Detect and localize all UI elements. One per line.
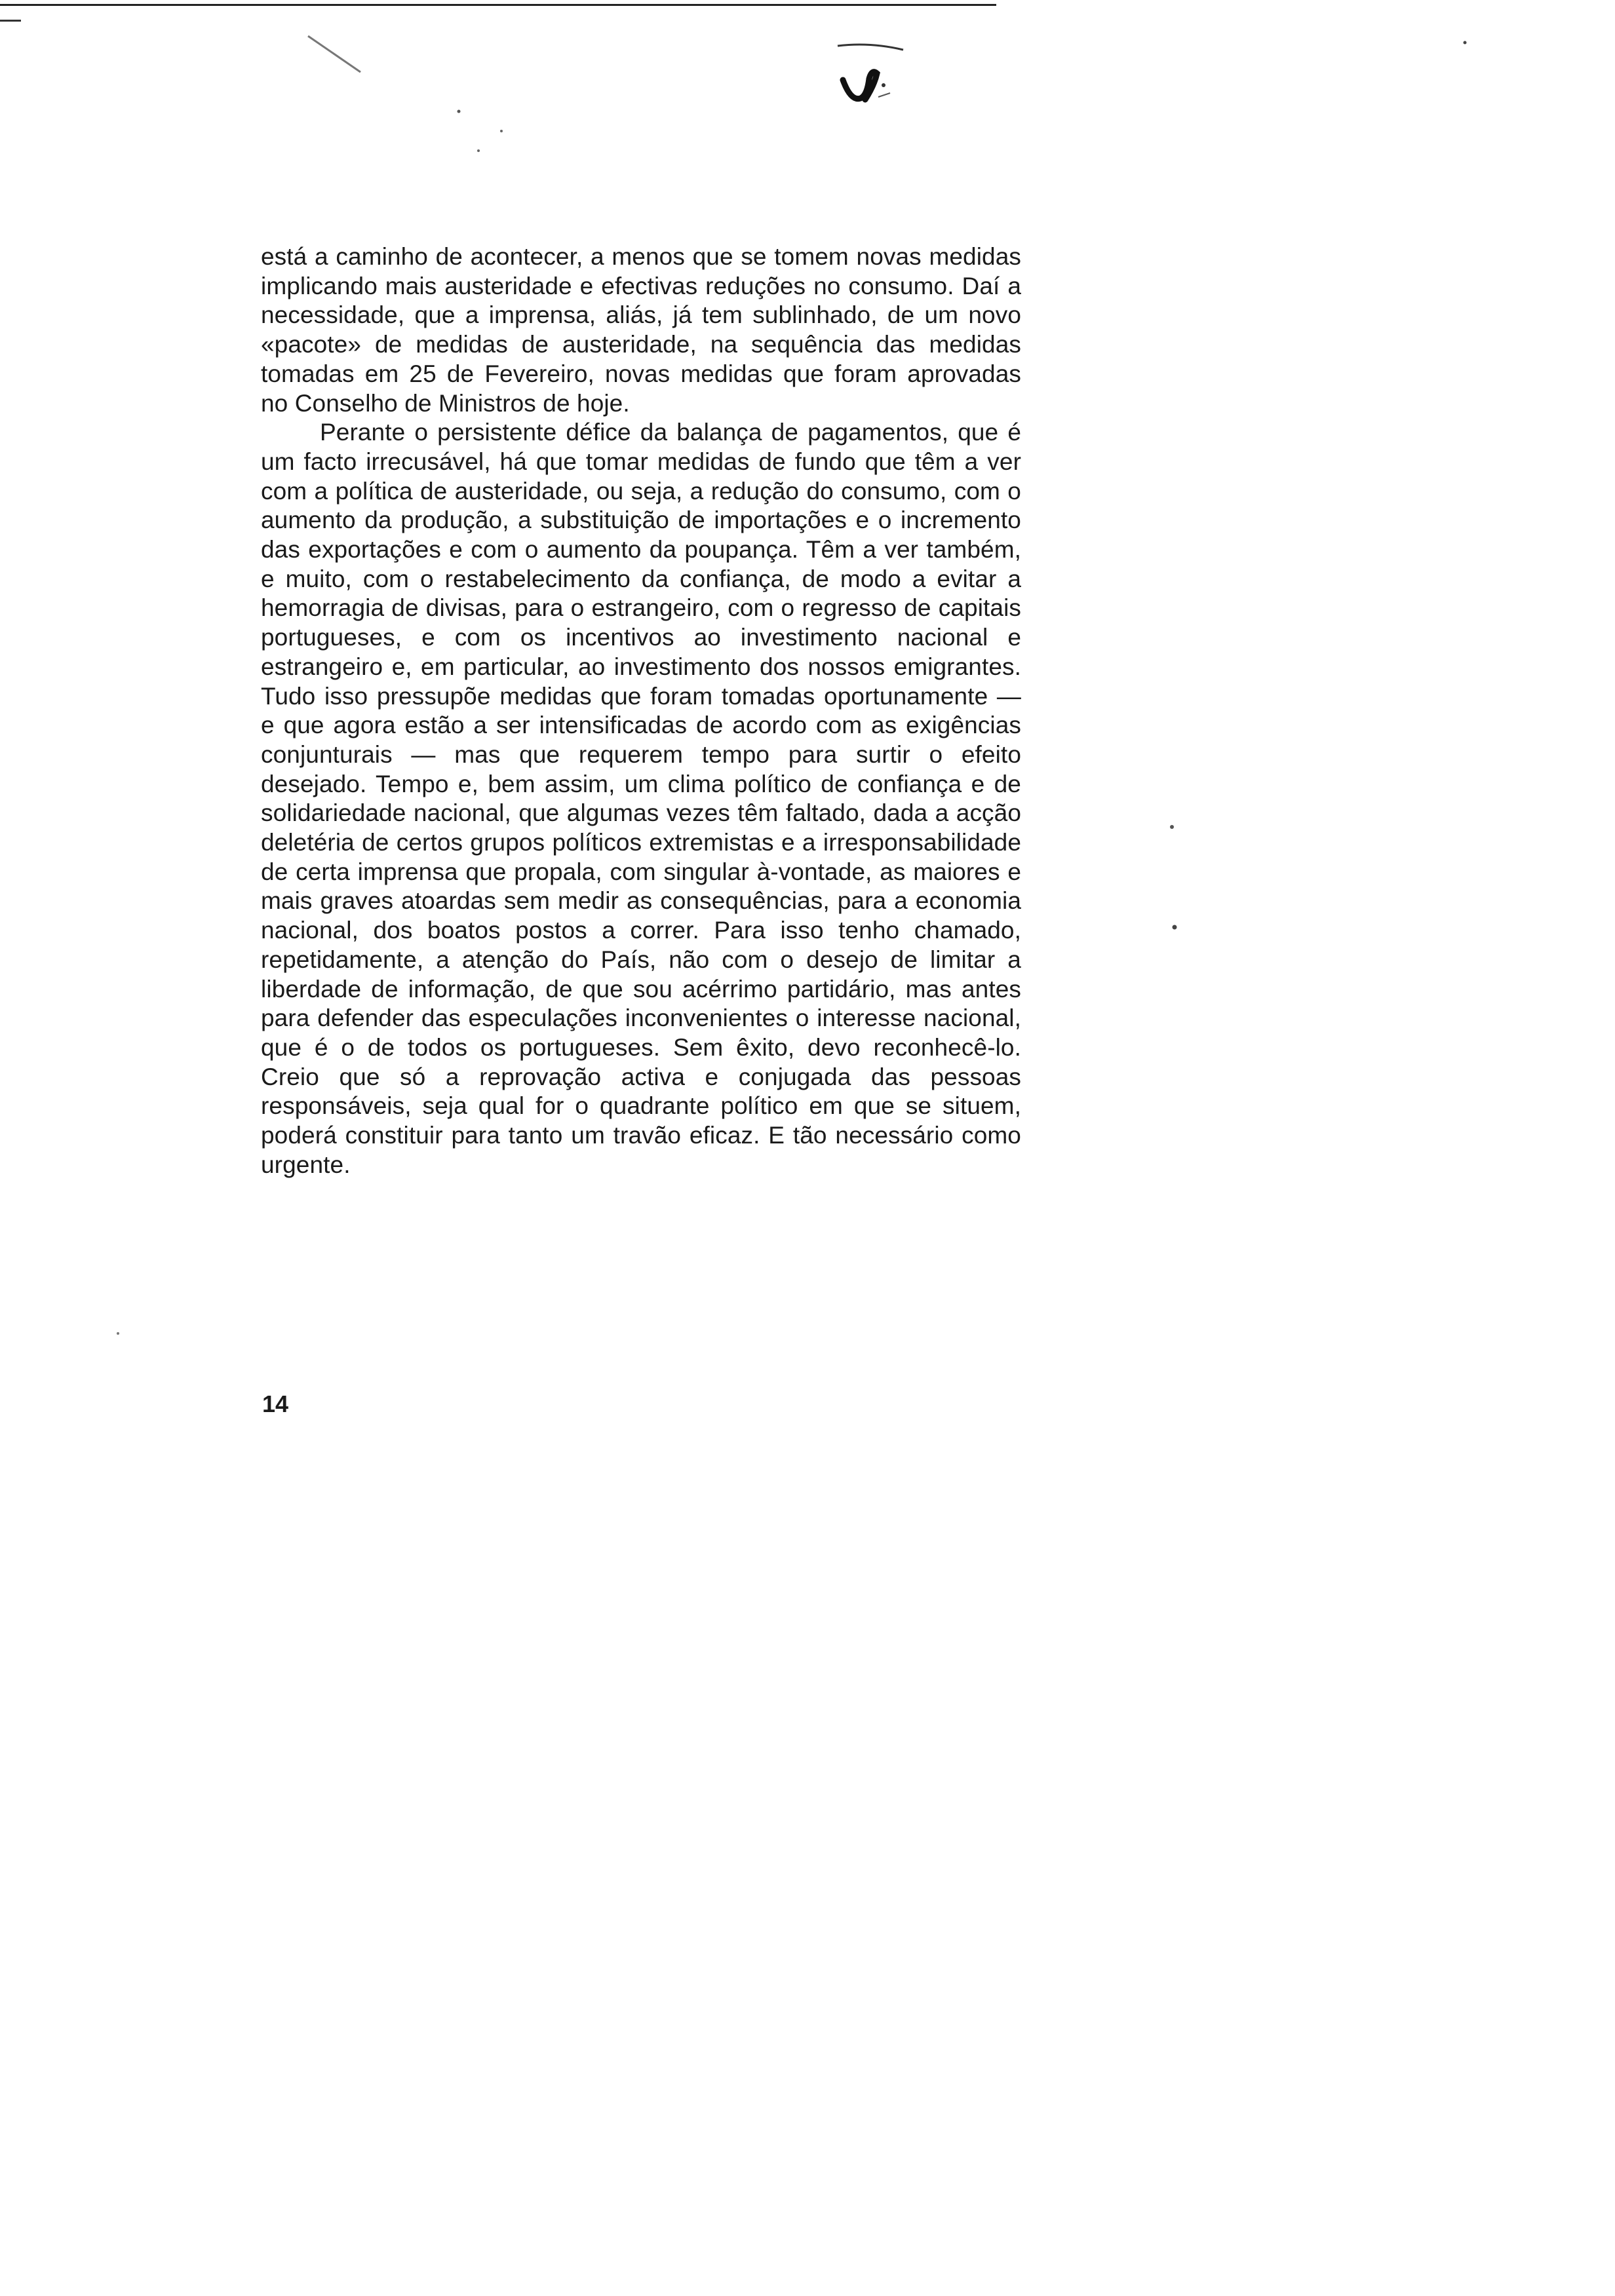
document-body [261, 242, 1021, 1180]
paragraph-2: Perante o persistente défice da balança de pagamentos, que é um facto irrecusável, há que tomar medidas de fundo que têm a ver com a política de austeridade, ou seja, a redução do consumo, com o aumento da produção, a substituição de importações e o incremento das exportações e com o aumento da poupança. Têm a ver também, e muito, com o restabelecimento da confiança, de modo a evitar a hemorragia de divisas, para o estrangeiro, com o regresso de capitais portugueses, e com os incentivos ao investimento nacional e estrangeiro e, em particular, ao investimento dos nossos emigrantes. Tudo isso pressupõe medidas que foram tomadas oportunamente — e que agora estão a ser intensificadas de acordo com as exigências conjunturais — mas que requerem tempo para surtir o efeito desejado. Tempo e, bem assim, um clima político de confiança e de solidariedade nacional, que algumas vezes têm faltado, dada a acção deletéria de certos grupos políticos extremistas e a irresponsabilidade de certa imprensa que propala, com singular à-vontade, as maiores e mais graves atoardas sem medir as consequências, para a economia nacional, dos boatos postos a correr. Para isso tenho chamado, repetidamente, a atenção do País, não com o desejo de limitar a liberdade de informação, de que sou acérrimo partidário, mas antes para defender das especulações inconvenientes o interesse nacional, que é o de todos os portugueses. Sem êxito, devo reconhecê-lo. Creio que só a reprovação activa e conjugada das pessoas responsáveis, seja qual for o quadrante político em que se situem, poderá constituir para tanto um travão eficaz. E tão necessário como urgente. [261, 419, 1021, 1178]
paragraph-1: está a caminho de acontecer, a menos que se tomem novas medidas implicando mais austeridade e efectivas reduções no consumo. Daí a necessidade, que a imprensa, aliás, já tem sublinhado, de um novo «pacote» de medidas de austeridade, na sequência das medidas tomadas em 25 de Fevereiro, novas medidas que foram aprovadas no Conselho de Ministros de hoje. [261, 243, 1021, 417]
page-number: 14 [262, 1390, 289, 1417]
